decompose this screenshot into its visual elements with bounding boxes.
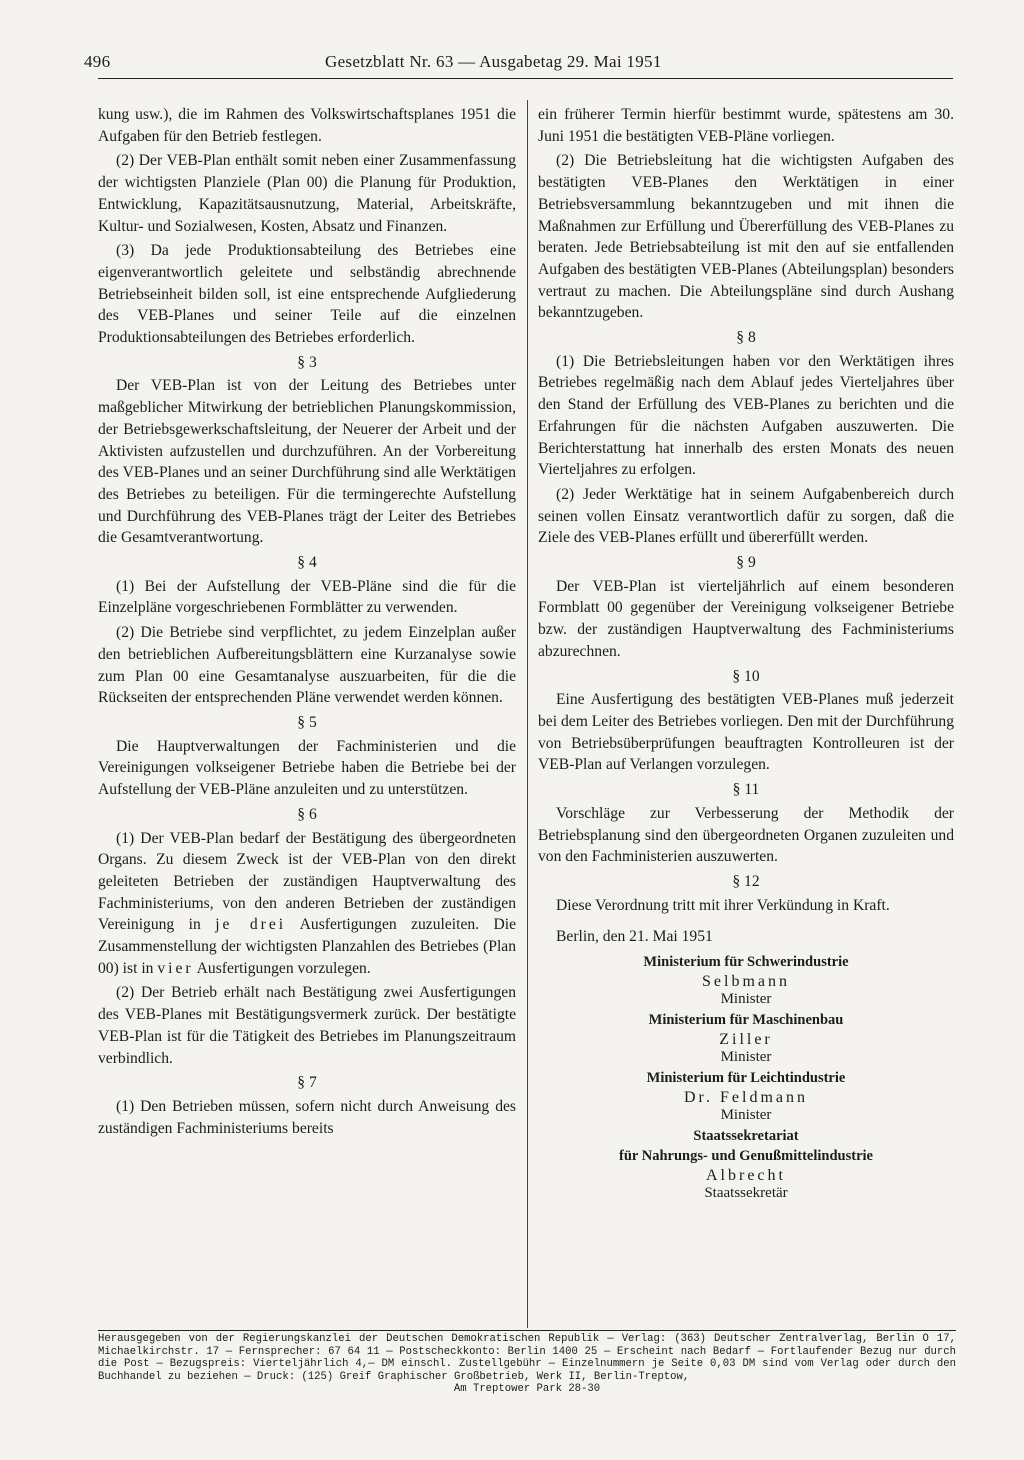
paragraph: (2) Die Betriebsleitung hat die wichtigsten Aufgaben des bestätigten VEB-Planes den Werktätigen in einer Betriebsversammlung bekanntzugeben und mit ihnen die Maßnahmen zur Erfüllung und Übererfüllung des VEB-Planes zu beraten. Jede Betriebsabteilung ist mit den auf sie entfallenden Aufgaben des bestätigten VEB-Planes (Abteilungsplan) besonders vertraut zu machen. Die Abteilungspläne sind durch Aushang bekanntzugeben. (538, 152, 954, 322)
ministry-name: Staatssekretariat (693, 1128, 799, 1145)
paragraph: Die Hauptverwaltungen der Fachministerien und die Vereinigungen volkseigener Betriebe haben die Betriebe bei der Aufstellung der VEB-Pläne anzuleiten und zu unterstützen. (98, 737, 516, 799)
signer-name: Selbmann (702, 973, 790, 991)
emphasis-text: je drei (215, 916, 287, 934)
section-heading: § 6 (297, 805, 317, 823)
section-heading: § 3 (297, 353, 317, 371)
paragraph: Eine Ausfertigung des bestätigten VEB-Planes muß jederzeit bei dem Leiter des Betriebes vorliegen. Den mit der Durchführung von Betriebsüberprüfungen beauftragten Kontrolleuren ist der VEB-Plan auf Verlangen vorzulegen. (538, 691, 954, 774)
paragraph: (2) Jeder Werktätige hat in seinem Aufgabenbereich durch seinen vollen Einsatz verantwortlich dafür zu sorgen, daß die Ziele des VEB-Planes erfüllt und übererfüllt werden. (538, 485, 954, 547)
signature-block (538, 952, 954, 1007)
section-heading: § 10 (732, 667, 760, 685)
paragraph: (2) Die Betriebe sind verpflichtet, zu jedem Einzelplan außer den betrieblichen Aufbereitungsblättern eine Kurzanalyse sowie zum Plan 00 eine Gesamtanalyse auszuarbeiten, für die die Rückseiten der entsprechenden Pläne verwendet werden können. (98, 624, 516, 707)
signer-name: Albrecht (706, 1167, 786, 1185)
signer-role: Staatssekretär (704, 1185, 788, 1202)
ministry-name: Ministerium für Maschinenbau (648, 1012, 844, 1029)
signer-name: Ziller (719, 1031, 773, 1049)
imprint-address: Am Treptower Park 28-30 (453, 1383, 601, 1396)
ministry-name: Ministerium für Leichtindustrie (646, 1070, 846, 1087)
section-heading: § 11 (732, 781, 760, 799)
paragraph: (3) Da jede Produktionsabteilung des Betriebes eine eigenverantwortlich geleitete und selbständig abrechnende Betriebseinheit bilden soll, ist eine entsprechende Aufgliederung des VEB-Planes und seiner Teile auf die einzelnen Produktionsabteilungen des Betriebes erforderlich. (98, 242, 516, 347)
section-heading: § 9 (736, 554, 756, 572)
signer-role: Minister (720, 1107, 772, 1124)
footer-rule (98, 1330, 956, 1331)
imprint-footer (98, 1333, 956, 1396)
imprint-text: Herausgegeben von der Regierungskanzlei der Deutschen Demokratischen Republik — Verlag: (363) Deutscher Zentralverlag, Berlin O 17, Michaelkirchstr. 17 — Fernsprecher: 67 64 11 — Postscheckkonto: Berlin 1400 25 — Erscheint nach Bedarf — Fortlaufender Bezug nur durch die Post — Bezugspreis: Vierteljährlich 4,— DM einschl. Zustellgebühr — Einzelnummern je Seite 0,03 DM sind vom Verlag oder durch den Buchhandel zu beziehen — Druck: (125) Greif Graphischer Großbetrieb, Werk II, Berlin-Treptow, (98, 1333, 956, 1383)
paragraph: (1) Die Betriebsleitungen haben vor den Werktätigen ihres Betriebes regelmäßig nach dem Ablauf jedes Vierteljahres über den Stand der Erfüllung des VEB-Planes zu berichten und die Erfahrungen für die nächsten Aufgaben auszuwerten. Die Berichterstattung hat innerhalb des ersten Monats des neuen Vierteljahres zu erfolgen. (538, 352, 954, 479)
paragraph: (1) Den Betrieben müssen, sofern nicht durch Anweisung des zuständigen Fachministeriums bereits (98, 1097, 516, 1137)
signature-block (538, 1126, 954, 1201)
paragraph: Diese Verordnung tritt mit ihrer Verkündung in Kraft. (556, 896, 890, 914)
paragraph: Der VEB-Plan ist von der Leitung des Betriebes unter maßgeblicher Mitwirkung der betrieblichen Planungskommission, der Betriebsgewerkschaftsleitung, der Neuerer der Arbeit und der Aktivisten aufzustellen und durchzuführen. An der Vorbereitung des VEB-Planes und an seiner Durchführung sind alle Werktätigen des Betriebes zu beteiligen. Für die termingerechte Aufstellung und Durchführung des VEB-Planes trägt der Leiter des Betriebes die Gesamtverantwortung. (98, 377, 516, 547)
paragraph: (1) Bei der Aufstellung der VEB-Pläne sind die für die Einzelpläne vorgeschriebenen Formblätter zu verwenden. (98, 577, 516, 617)
column-divider (527, 100, 528, 1328)
running-title: Gesetzblatt Nr. 63 — Ausgabetag 29. Mai 1951 (325, 52, 662, 71)
emphasis-text: vier (157, 959, 194, 977)
signer-role: Minister (720, 1049, 772, 1066)
signature-block (538, 1010, 954, 1065)
paragraph: kung usw.), die im Rahmen des Volkswirtschaftsplanes 1951 die Aufgaben für den Betrieb festlegen. (98, 106, 516, 145)
right-column (538, 104, 954, 1204)
signature-block (538, 1068, 954, 1123)
paragraph: (2) Der VEB-Plan enthält somit neben einer Zusammenfassung der wichtigsten Planziele (Plan 00) die Planung für Produktion, Entwicklung, Kapazitätsausnutzung, Material, Arbeitskräfte, Kultur- und Sozialwesen, Kosten, Absatz und Finanzen. (98, 152, 516, 235)
text-run: Ausfertigungen vorzulegen. (193, 959, 371, 977)
page-number: 496 (84, 52, 111, 71)
text-run: Ausfertigungen zuzuleiten. Die Zusammenstellung der wichtigsten Planzahlen des Betriebes (Plan 00) ist in (98, 916, 516, 977)
paragraph: Der VEB-Plan ist vierteljährlich auf einem besonderen Formblatt 00 gegenüber der Vereinigung volkseigener Betriebe bzw. der zuständigen Hauptverwaltung des Fachministeriums abzurechnen. (538, 577, 954, 660)
paragraph (98, 828, 516, 980)
place-date: Berlin, den 21. Mai 1951 (556, 928, 713, 946)
running-header (84, 52, 953, 79)
paragraph: Vorschläge zur Verbesserung der Methodik der Betriebsplanung sind den übergeordneten Organen zuzuleiten und von den Fachministerien auszuwerten. (538, 804, 954, 866)
signoff (538, 926, 954, 1201)
paragraph: (2) Der Betrieb erhält nach Bestätigung zwei Ausfertigungen des VEB-Planes mit Bestätigungsvermerk zurück. Der bestätigte VEB-Plan ist für die Tätigkeit des Betriebes im Planungszeitraum verbindlich. (98, 984, 516, 1067)
paragraph: ein früherer Termin hierfür bestimmt wurde, spätestens am 30. Juni 1951 die bestätigten VEB-Pläne vorliegen. (538, 106, 954, 145)
text-run: (1) Der VEB-Plan bedarf der Bestätigung des übergeordneten Organs. Zu diesem Zweck ist der VEB-Plan von den direkt geleiteten Betrieben der zuständigen Hauptverwaltung des Fachministeriums, von den anderen Betrieben der zuständigen Vereinigung in (98, 829, 516, 934)
section-heading: § 5 (297, 713, 317, 731)
signer-name: Dr. Feldmann (684, 1089, 808, 1107)
section-heading: § 12 (732, 872, 760, 890)
section-heading: § 8 (736, 329, 756, 347)
left-column (98, 104, 516, 1142)
ministry-name-line2: für Nahrungs- und Genußmittelindustrie (619, 1148, 873, 1165)
section-heading: § 7 (297, 1074, 317, 1092)
signer-role: Minister (720, 991, 772, 1008)
ministry-name: Ministerium für Schwerindustrie (643, 954, 849, 971)
section-heading: § 4 (297, 554, 317, 572)
